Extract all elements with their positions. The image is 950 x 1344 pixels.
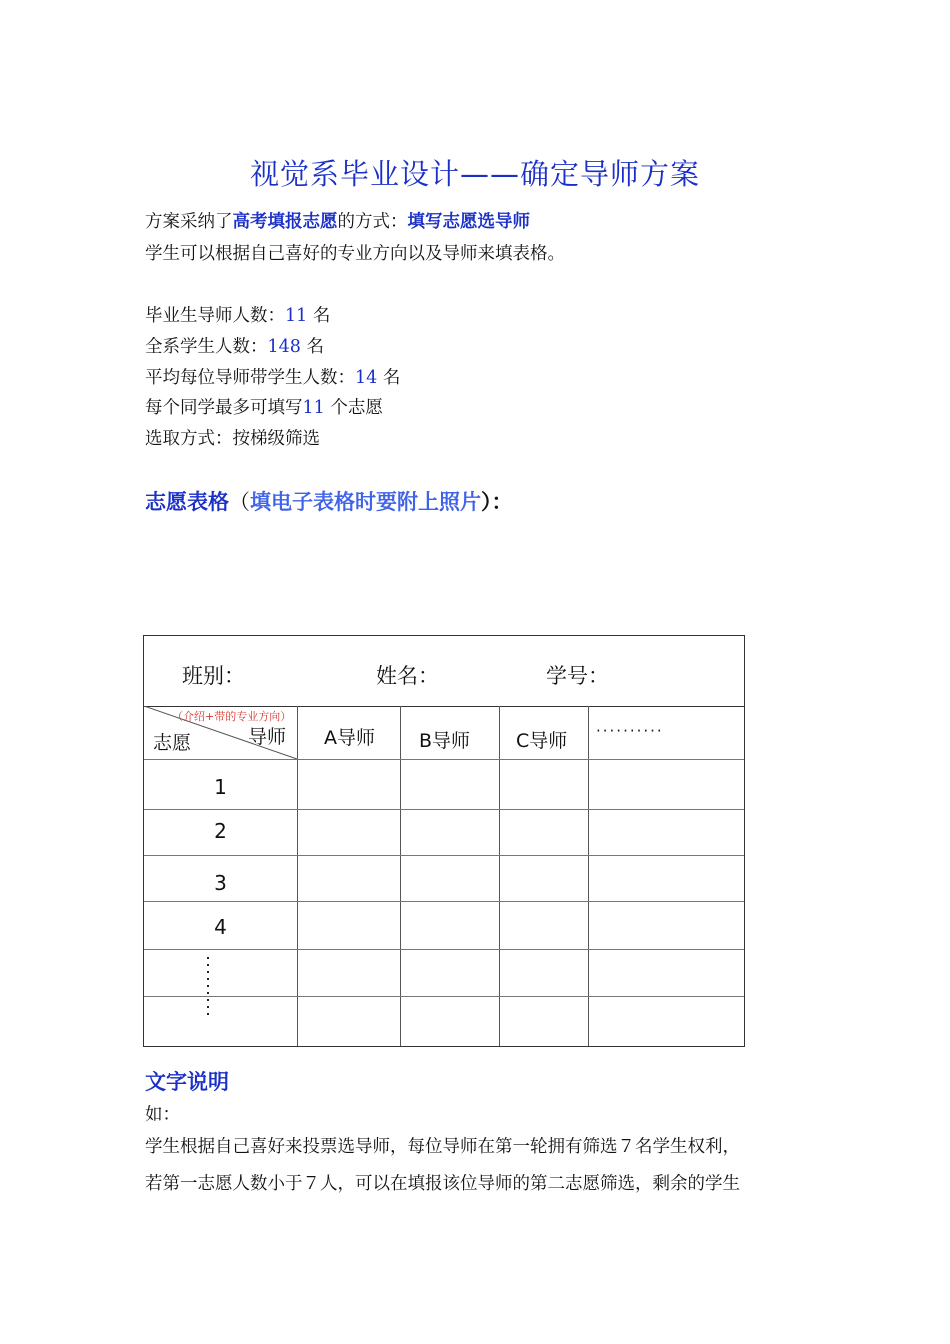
column-divider <box>499 706 500 1046</box>
table-heading-paren: （ <box>229 490 250 514</box>
row-divider <box>144 996 744 997</box>
application-form <box>143 635 745 1047</box>
paragraph-line-2: 若第一志愿人数小于７人，可以在填报该位导师的第二志愿筛选，剩余的学生 <box>145 1174 740 1194</box>
table-heading-main: 志愿表格 <box>145 490 229 514</box>
table-heading <box>145 486 513 516</box>
intro-line-1 <box>145 208 530 233</box>
row-divider <box>144 809 744 810</box>
example-label: 如： <box>145 1105 180 1125</box>
table-heading-note: 填电子表格时要附上照片 <box>250 490 481 514</box>
page-title: 视觉系毕业设计——确定导师方案 <box>249 157 700 191</box>
row-number-2: 2 <box>214 819 227 843</box>
corner-choice-label: 志愿 <box>153 732 192 754</box>
form-header <box>144 636 744 707</box>
intro-line-2: 学生可以根据自己喜好的专业方向以及导师来填表格。 <box>145 244 565 264</box>
stat-value: 11 <box>285 306 308 326</box>
text-section-heading: 文字说明 <box>145 1070 229 1094</box>
stat-unit: 个志愿 <box>324 398 383 418</box>
column-divider <box>400 706 401 1046</box>
stat-value: 11 <box>302 398 325 418</box>
selection-method: 选取方式：按梯级筛选 <box>145 429 320 449</box>
corner-note: （介绍+带的专业方向） <box>172 710 292 723</box>
row-number-1: 1 <box>214 775 227 799</box>
corner-advisor-label: 导师 <box>248 726 287 748</box>
row-divider <box>144 855 744 856</box>
column-header-c: C导师 <box>516 730 568 752</box>
row-number-4: 4 <box>214 915 227 939</box>
stat-unit: 名 <box>307 306 331 326</box>
name-label: 姓名： <box>376 664 439 688</box>
row-number-3: 3 <box>214 871 227 895</box>
stat-student-count <box>145 333 324 358</box>
table-heading-paren: ）： <box>481 490 513 514</box>
stat-advisor-count <box>145 302 330 327</box>
stat-max-choices <box>145 394 383 419</box>
column-header-more: ·········· <box>596 722 664 740</box>
column-header-a: A导师 <box>324 727 375 749</box>
stat-value: 148 <box>267 337 301 357</box>
row-divider <box>144 759 744 760</box>
stat-label: 每个同学最多可填写 <box>145 398 303 418</box>
stat-label: 毕业生导师人数： <box>145 306 285 326</box>
stat-label: 平均每位导师带学生人数： <box>145 368 355 388</box>
row-divider <box>144 949 744 950</box>
intro-text: 的方式： <box>337 212 408 232</box>
intro-highlight-method: 填写志愿选导师 <box>407 212 530 232</box>
stat-unit: 名 <box>300 337 324 357</box>
stat-value: 14 <box>355 368 378 388</box>
column-divider <box>297 706 298 1046</box>
column-divider <box>588 706 589 1046</box>
class-label: 班别： <box>182 664 245 688</box>
paragraph-line-1: 学生根据自己喜好来投票选导师，每位导师在第一轮拥有筛选７名学生权利， <box>145 1137 740 1157</box>
stat-unit: 名 <box>377 368 401 388</box>
intro-highlight-gaokao: 高考填报志愿 <box>232 212 338 232</box>
stat-average <box>145 364 400 389</box>
intro-text: 方案采纳了 <box>145 212 233 232</box>
student-id-label: 学号： <box>546 664 609 688</box>
row-continuation-dots <box>206 956 210 1020</box>
row-divider <box>144 901 744 902</box>
column-header-b: B导师 <box>419 730 471 752</box>
stat-label: 全系学生人数： <box>145 337 268 357</box>
